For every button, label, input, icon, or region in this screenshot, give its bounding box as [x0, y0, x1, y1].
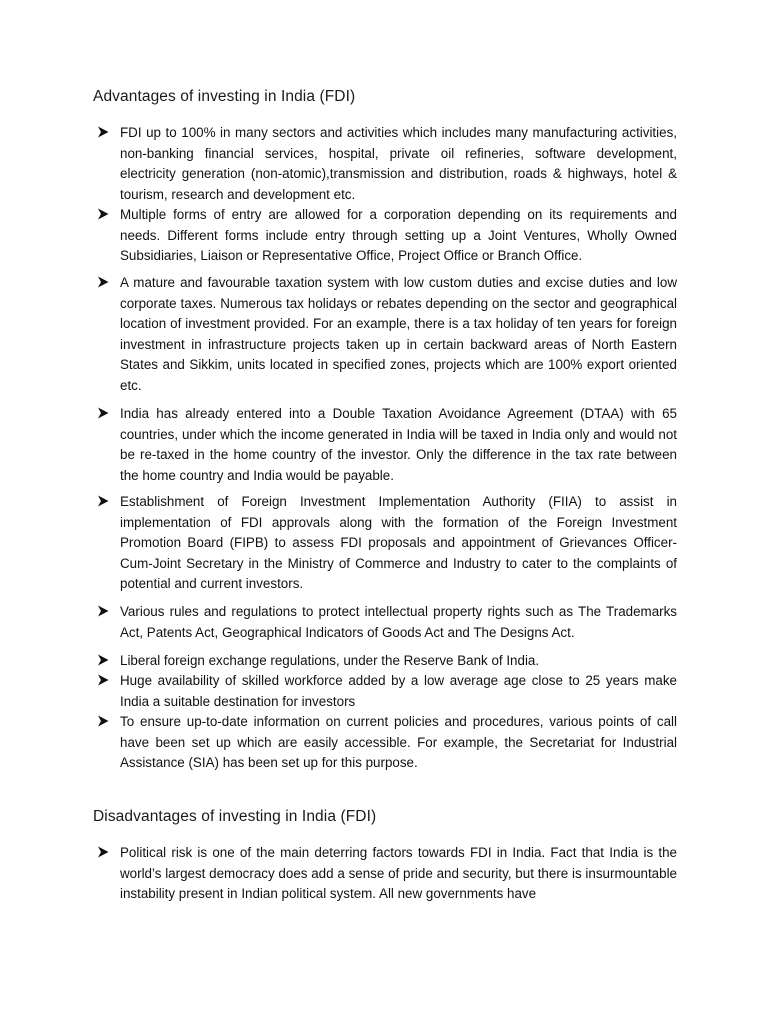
arrowhead-bullet-icon [97, 495, 109, 507]
arrowhead-bullet-icon [97, 126, 109, 138]
arrowhead-bullet-icon [97, 208, 109, 220]
advantages-list-item [97, 712, 677, 774]
bullet-text: Various rules and regulations to protect intellectual property rights such as The Trademarks Act, Patents Act, Geographical Indicators of Goods Act and The Designs Act. [120, 604, 677, 640]
advantages-list-item [97, 651, 677, 672]
disadvantages-heading: Disadvantages of investing in India (FDI) [93, 808, 377, 825]
arrowhead-bullet-icon [97, 846, 109, 858]
arrowhead-bullet-icon [97, 674, 109, 686]
advantages-list-item [97, 123, 677, 205]
bullet-text: Political risk is one of the main deterring factors towards FDI in India. Fact that India is the world’s largest democracy does add a sense of pride and security, but there is insurmountable instability present in Indian political system. All new governments have [120, 845, 677, 902]
bullet-text: To ensure up-to-date information on current policies and procedures, various points of call have been set up which are easily accessible. For example, the Secretariat for Industrial Assistance (SIA) has been set up for this purpose. [120, 714, 677, 771]
disadvantages-list-item [97, 843, 677, 905]
arrowhead-bullet-icon [97, 654, 109, 666]
bullet-text: Liberal foreign exchange regulations, under the Reserve Bank of India. [120, 653, 540, 668]
advantages-heading: Advantages of investing in India (FDI) [93, 88, 356, 105]
bullet-text: Establishment of Foreign Investment Implementation Authority (FIIA) to assist in implementation of FDI approvals along with the formation of the Foreign Investment Promotion Board (FIPB) to assess FDI proposals and appointment of Grievances Officer-Cum-Joint Secretary in the Ministry of Commerce and Industry to cater to the complaints of potential and current investors. [120, 494, 677, 592]
advantages-list-item [97, 205, 677, 267]
bullet-text: Huge availability of skilled workforce added by a low average age close to 25 years make India a suitable destination for investors [120, 673, 677, 709]
arrowhead-bullet-icon [97, 276, 109, 288]
bullet-text: A mature and favourable taxation system with low custom duties and excise duties and low corporate taxes. Numerous tax holidays or rebates depending on the sector and geographical location of investment provided. For an example, there is a tax holiday of ten years for foreign investment in infrastructure projects taken up in certain backward areas of North Eastern States and Sikkim, units located in specified zones, projects which are 100% export oriented etc. [120, 275, 677, 393]
bullet-text: FDI up to 100% in many sectors and activities which includes many manufacturing activities, non-banking financial services, hospital, private oil refineries, software development, electricity generation (non-atomic),transmission and distribution, roads & highways, hotel & tourism, research and development etc. [120, 125, 677, 202]
advantages-list-item [97, 273, 677, 397]
bullet-text: India has already entered into a Double Taxation Avoidance Agreement (DTAA) with 65 countries, under which the income generated in India will be taxed in India only and would not be re-taxed in the home country of the investor. Only the difference in the tax rate between the home country and India would be payable. [120, 406, 677, 483]
arrowhead-bullet-icon [97, 605, 109, 617]
advantages-list-item [97, 492, 677, 595]
arrowhead-bullet-icon [97, 407, 109, 419]
advantages-list-item [97, 404, 677, 486]
arrowhead-bullet-icon [97, 715, 109, 727]
advantages-list-item [97, 671, 677, 712]
advantages-list-item [97, 602, 677, 643]
bullet-text: Multiple forms of entry are allowed for a corporation depending on its requirements and needs. Different forms include entry through setting up a Joint Ventures, Wholly Owned Subsidiaries, Liaison or Representative Office, Project Office or Branch Office. [120, 207, 677, 264]
